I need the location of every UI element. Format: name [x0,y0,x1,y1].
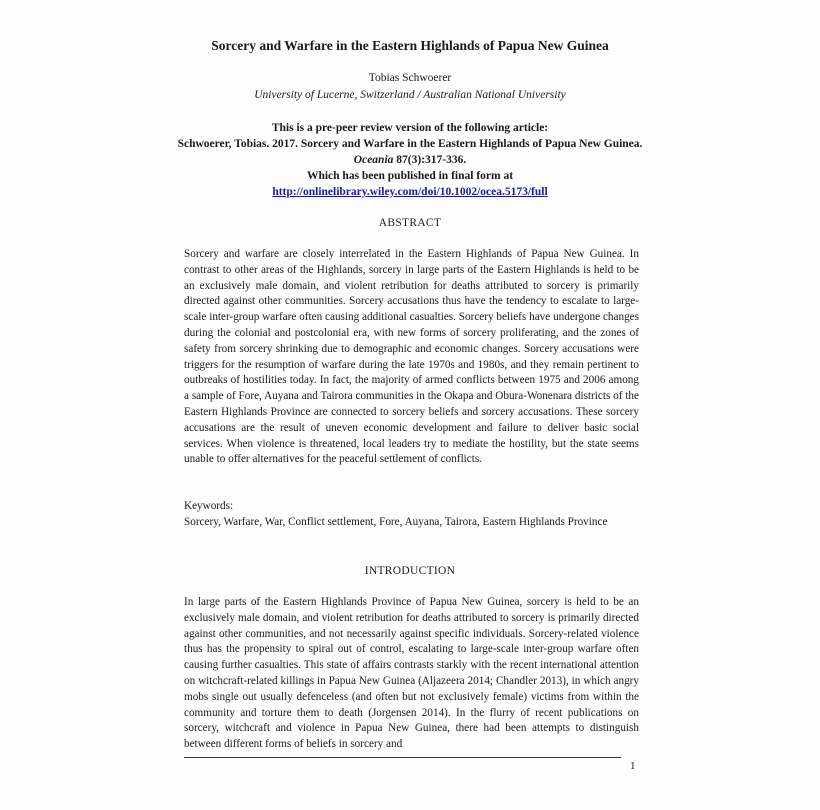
notice-line: This is a pre-peer review version of the following article: [271,122,549,134]
introduction-heading: INTRODUCTION [364,565,456,577]
author-name: Tobias Schwoerer [368,72,452,84]
published-line: Which has been published in final form at [306,170,514,182]
citation-volume: 87(3):317-336. [396,154,467,166]
keywords-list: Sorcery, Warfare, War, Conflict settlement, Fore, Auyana, Tairora, Eastern Highlands Province [184,516,608,528]
keywords-label: Keywords: [184,500,234,512]
footer-divider [184,757,621,758]
journal-name: Oceania [353,154,394,166]
citation [160,136,660,168]
introduction-body: In large parts of the Eastern Highlands Province of Papua New Guinea, sorcery is held to be an exclusively male domain, and violent retribution for deaths attributed to sorcery is primarily directed against other communities, and not necessarily against specific individuals. Sorcery-related violence thus has the propensity to spiral out of control, escalating to large-scale inter-group warfare often causing further casualties. This state of affairs contrasts starkly with the recent international attention on witchcraft-related killings in Papua New Guinea (Aljazeera 2014; Chandler 2013), in which angry mobs single out usually defenceless (and often but not exclusively female) victims from within the community and torture them to death (Jorgensen 2014). In the flurry of recent publications on sorcery, witchcraft and violence in Papua New Guinea, there had been attempts to distinguish between different forms of beliefs in sorcery and [184,596,639,751]
abstract-body: Sorcery and warfare are closely interrelated in the Eastern Highlands of Papua New Guinea. In contrast to other areas of the Highlands, sorcery in large parts of the Eastern Highlands is held to be an exclusively male domain, and violent retribution for deaths attributed to sorcery is primarily directed against other communities. Sorcery accusations thus have the tendency to escalate to large-scale inter-group warfare often causing additional casualties. Sorcery beliefs have undergone changes during the colonial and postcolonial era, with new forms of sorcery proliferating, and the zones of safety from sorcery shrinking due to demographic and economic changes. Sorcery accusations were triggers for the resumption of warfare during the late 1970s and 1980s, and they remain pertinent to outbreaks of hostilities today. In fact, the majority of armed conflicts between 1975 and 2006 among a sample of Fore, Auyana and Tairora communities in the Okapa and Obura-Wonenara districts of the Eastern Highlands Province are connected to sorcery beliefs and sorcery accusations. These sorcery accusations are the result of uneven economic development and failure to deliver basic social services. When violence is threatened, local leaders try to mediate the hostility, but the state seems unable to offer alternatives for the peaceful settlement of conflicts. [184,248,639,466]
page-number: 1 [630,760,636,772]
preprint-notice [160,120,660,200]
citation-text: Schwoerer, Tobias. 2017. Sorcery and Warfare in the Eastern Highlands of Papua New Guinea. [177,138,643,150]
article-link[interactable]: http://onlinelibrary.wiley.com/doi/10.1002/ocea.5173/full [272,186,548,198]
author-affiliation: University of Lucerne, Switzerland / Australian National University [254,89,566,101]
paper-title: Sorcery and Warfare in the Eastern Highlands of Papua New Guinea [211,38,609,53]
abstract-heading: ABSTRACT [378,217,442,229]
